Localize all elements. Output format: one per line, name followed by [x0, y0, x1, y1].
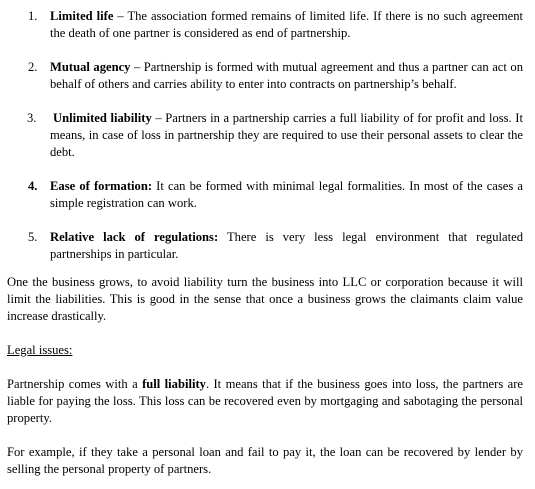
list-item-limited-life [7, 8, 523, 42]
list-number: 3. [27, 111, 37, 125]
liability-text-before: Partnership comes with a [7, 377, 143, 391]
list-item-mutual-agency [7, 59, 523, 93]
list-item-ease-of-formation [7, 178, 523, 212]
list-term: Unlimited liability [53, 111, 152, 125]
list-number: 1. [28, 9, 38, 23]
list-number: 2. [28, 60, 38, 74]
list-number: 5. [28, 230, 38, 244]
paragraph-full-liability [7, 376, 523, 427]
list-text: – The association formed remains of limited life. If there is no such agreement the death of one partner is considered as end of partnership. [50, 9, 524, 40]
liability-text-after: . It means that if the business goes into loss, the partners are liable for paying the loss. This loss can be recovered even by mortgaging and sabotaging the personal property. [7, 377, 524, 425]
liability-text-bold: full liability [142, 377, 206, 391]
paragraph-business-growth: One the business grows, to avoid liability turn the business into LLC or corporation because it will limit the liabilities. This is good in the sense that once a business grows the claimants claim value increase drastically. [7, 275, 523, 323]
list-text: – Partnership is formed with mutual agreement and thus a partner can act on behalf of others and carries ability to enter into contracts on partnership’s behalf. [50, 60, 523, 91]
list-text: – Partners in a partnership carries a full liability of for profit and loss. It means, in case of loss in partnership they are required to use their personal assets to clear the debt. [50, 111, 523, 159]
list-term: Ease of formation: [50, 179, 153, 193]
partnership-features-list [7, 8, 523, 263]
list-item-lack-of-regulations [7, 229, 523, 263]
legal-issues-heading: Legal issues: [7, 343, 73, 357]
list-item-unlimited-liability [7, 110, 523, 161]
list-text: There is very less legal environment that regulated partnerships in particular. [50, 230, 523, 261]
list-text: It can be formed with minimal legal formalities. In most of the cases a simple registration can work. [50, 179, 524, 210]
paragraph-example: For example, if they take a personal loan and fail to pay it, the loan can be recovered by lender by selling the personal property of partners. [7, 445, 523, 476]
list-term: Limited life [50, 9, 114, 23]
list-term: Mutual agency [50, 60, 131, 74]
list-number: 4. [28, 179, 38, 193]
list-term: Relative lack of regulations: [50, 230, 219, 244]
